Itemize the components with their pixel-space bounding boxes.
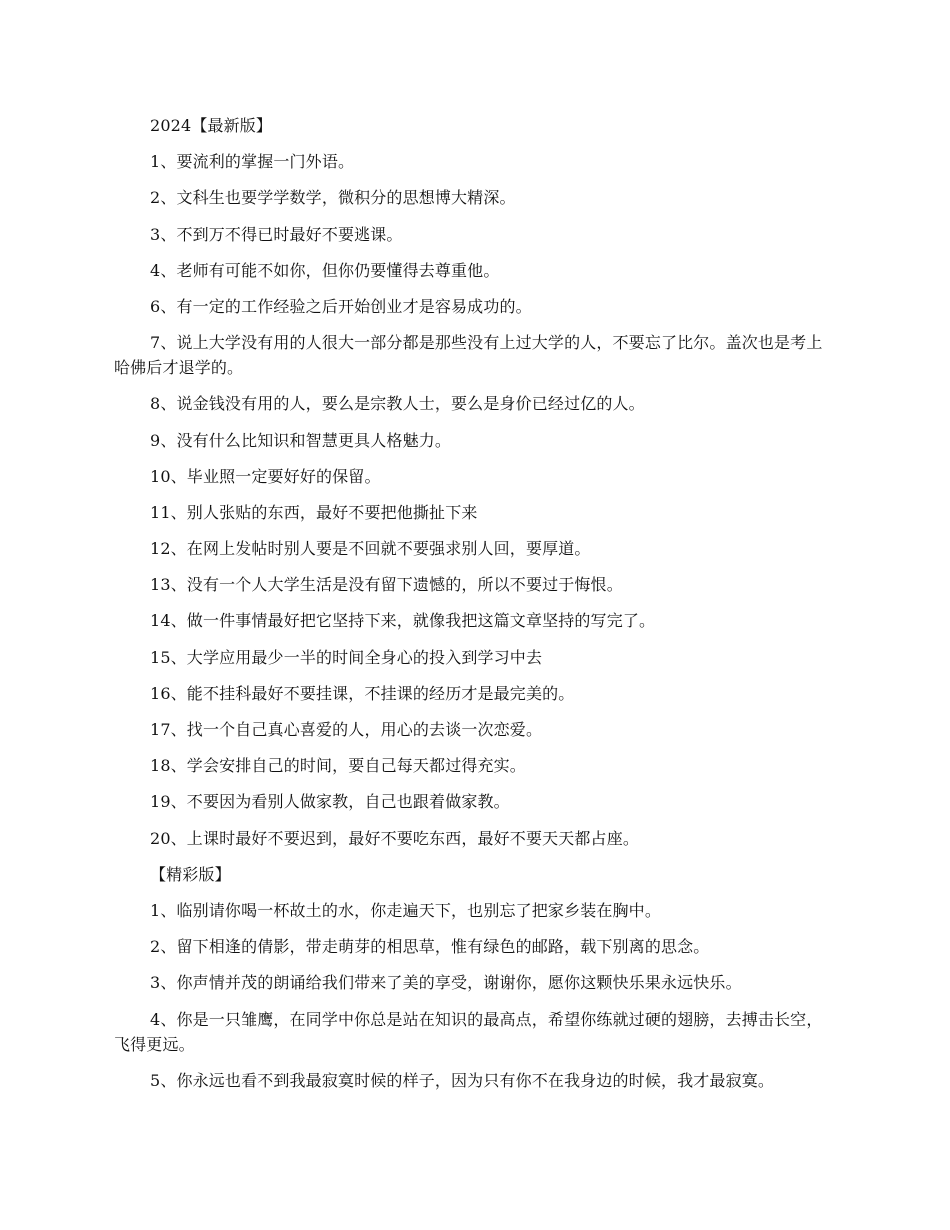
list-item: 14、做一件事情最好把它坚持下来，就像我把这篇文章坚持的写完了。: [150, 611, 656, 631]
list-item: 1、要流利的掌握一门外语。: [150, 152, 355, 172]
list-item: 9、没有什么比知识和智慧更具人格魅力。: [150, 430, 452, 450]
list-item: 2、文科生也要学学数学，微积分的思想博大精深。: [150, 188, 516, 208]
list-item: 6、有一定的工作经验之后开始创业才是容易成功的。: [150, 296, 532, 316]
list-item: 12、在网上发帖时别人要是不回就不要强求别人回，要厚道。: [150, 539, 591, 559]
list-item: 17、找一个自己真心喜爱的人，用心的去谈一次恋爱。: [150, 720, 543, 739]
list-item: 4、老师有可能不如你，但你仍要懂得去尊重他。: [150, 260, 500, 280]
list-item: 11、别人张贴的东西，最好不要把他撕扯下来: [150, 502, 478, 522]
list-item: 10、毕业照一定要好好的保留。: [150, 466, 381, 486]
list-item: 19、不要因为看别人做家教，自己也跟着做家教。: [150, 792, 510, 812]
section-heading-featured: 【精彩版】: [150, 864, 231, 884]
list-item: 1、临别请你喝一杯故土的水，你走遍天下，也别忘了把家乡装在胸中。: [150, 900, 661, 920]
list-item: 3、你声情并茂的朗诵给我们带来了美的享受，谢谢你，愿你这颗快乐果永远快乐。: [150, 973, 742, 993]
list-item: 18、学会安排自己的时间，要自己每天都过得充实。: [150, 756, 526, 776]
list-item: 7、说上大学没有用的人很大一部分都是那些没有上过大学的人，不要忘了比尔。盖次也是考上哈佛后才退学的。: [114, 333, 823, 378]
list-item: 2、留下相逢的倩影，带走萌芽的相思草，惟有绿色的邮路，载下别离的思念。: [150, 937, 710, 957]
document-body: [114, 113, 834, 1104]
list-item: 4、你是一只雏鹰，在同学中你总是站在知识的最高点，希望你练就过硬的翅膀，去搏击长空，飞得更远。: [114, 1009, 823, 1054]
list-item: 8、说金钱没有用的人，要么是宗教人士，要么是身价已经过亿的人。: [150, 394, 645, 414]
list-item: 5、你永远也看不到我最寂寞时候的样子，因为只有你不在我身边的时候，我才最寂寞。: [150, 1070, 775, 1090]
list-item: 15、大学应用最少一半的时间全身心的投入到学习中去: [150, 647, 543, 667]
list-item: 13、没有一个人大学生活是没有留下遗憾的，所以不要过于悔恨。: [150, 575, 623, 595]
section-heading-latest: 2024【最新版】: [150, 116, 273, 135]
list-item: 20、上课时最好不要迟到，最好不要吃东西，最好不要天天都占座。: [150, 828, 640, 848]
list-item: 16、能不挂科最好不要挂课，不挂课的经历才是最完美的。: [150, 683, 575, 703]
list-item: 3、不到万不得已时最好不要逃课。: [150, 224, 403, 244]
